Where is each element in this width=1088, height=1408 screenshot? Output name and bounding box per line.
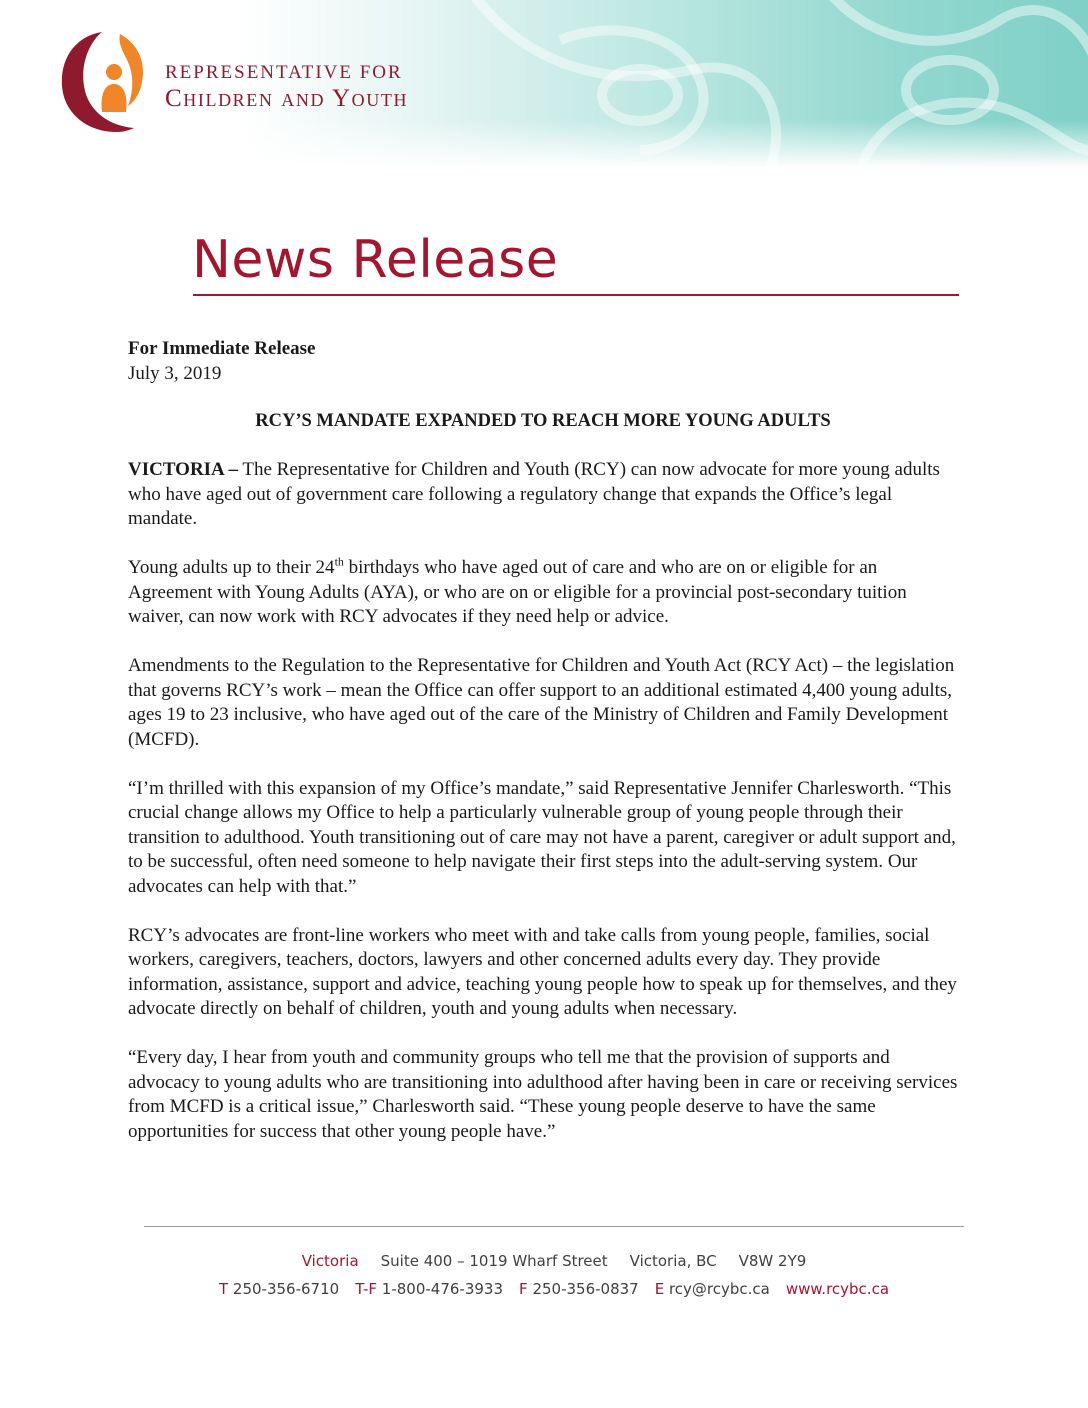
website-link[interactable]: www.rcybc.ca <box>785 1280 890 1298</box>
rcy-logo-icon <box>58 28 148 138</box>
ordinal-suffix: th <box>334 554 344 569</box>
footer-city-prov: Victoria, BC <box>629 1252 717 1270</box>
org-line-1: REPRESENTATIVE FOR <box>165 62 403 83</box>
paragraph-3: Amendments to the Regulation to the Representative for Children and Youth Act (RCY Act) – the legislation that governs RCY’s work – mean the Office can offer support to an additional estimated 4,400 young adults, ages 19 to 23 inclusive, who have aged out of the care of the Ministry of Children and Family Development (MCFD). <box>128 655 955 750</box>
paragraph-5: RCY’s advocates are front-line workers who meet with and take calls from young people, families, social workers, caregivers, teachers, doctors, lawyers and other concerned adults every day. They provide information, assistance, support and advice, teaching young people how to speak up for themselves, and they advocate directly on behalf of children, youth and young adults when necessary. <box>128 924 957 1019</box>
phone-label: T <box>218 1280 229 1298</box>
release-meta <box>128 336 315 386</box>
footer-divider <box>144 1226 964 1227</box>
email-label: E <box>654 1280 665 1298</box>
footer-address <box>144 1252 964 1270</box>
release-date: July 3, 2019 <box>128 363 222 384</box>
paragraph-2-text-b: birthdays who have aged out of care and who are on or eligible for an Agreement with Young Adults (AYA), or who are on or eligible for a provincial post-secondary tuition waiver, can now work with RCY advocates if they need help or advice. <box>128 557 907 627</box>
title-divider <box>193 294 959 296</box>
paragraph-1-text: The Representative for Children and Youth (RCY) can now advocate for more young adults who have aged out of government care following a regulatory change that expands the Office’s legal mandate. <box>128 459 940 529</box>
org-line-2: Children and Youth <box>165 85 409 112</box>
paragraph-4: “I’m thrilled with this expansion of my Office’s mandate,” said Representative Jennifer Charlesworth. “This crucial change allows my Office to help a particularly vulnerable group of young people through their transition to adulthood. Youth transitioning out of care may not have a parent, caregiver or adult support and, to be successful, often need someone to help navigate their first steps into the adult-serving system. Our advocates can help with that.” <box>128 777 956 897</box>
header-banner <box>0 0 1088 168</box>
footer-city-label: Victoria <box>301 1252 359 1270</box>
release-body <box>128 458 963 1169</box>
release-headline: RCY’S MANDATE EXPANDED TO REACH MORE YOUNG ADULTS <box>255 411 831 431</box>
fax-label: F <box>519 1280 528 1298</box>
dateline: VICTORIA – <box>128 459 238 480</box>
footer-contact <box>144 1280 964 1298</box>
phone-value: 250-356-6710 <box>232 1280 340 1298</box>
paragraph-1 <box>128 458 963 532</box>
paragraph-2 <box>128 556 963 630</box>
release-label: For Immediate Release <box>128 338 316 359</box>
tollfree-label: T-F <box>355 1280 378 1298</box>
organization-name <box>165 62 408 114</box>
footer-postal: V8W 2Y9 <box>738 1252 807 1270</box>
tollfree-value: 1-800-476-3933 <box>381 1280 504 1298</box>
footer-street: Suite 400 – 1019 Wharf Street <box>380 1252 608 1270</box>
news-release-title: News Release <box>192 230 559 290</box>
fax-value: 250-356-0837 <box>532 1280 639 1298</box>
paragraph-2-text-a: Young adults up to their 24 <box>128 557 335 578</box>
paragraph-6: “Every day, I hear from youth and community groups who tell me that the provision of supports and advocacy to young adults who are transitioning into adulthood after having been in care or receiving services from MCFD is a critical issue,” Charlesworth said. “These young people deserve to have the same opportunities for success that other young people have.” <box>128 1047 958 1142</box>
email-link[interactable]: rcy@rcybc.ca <box>668 1280 770 1298</box>
